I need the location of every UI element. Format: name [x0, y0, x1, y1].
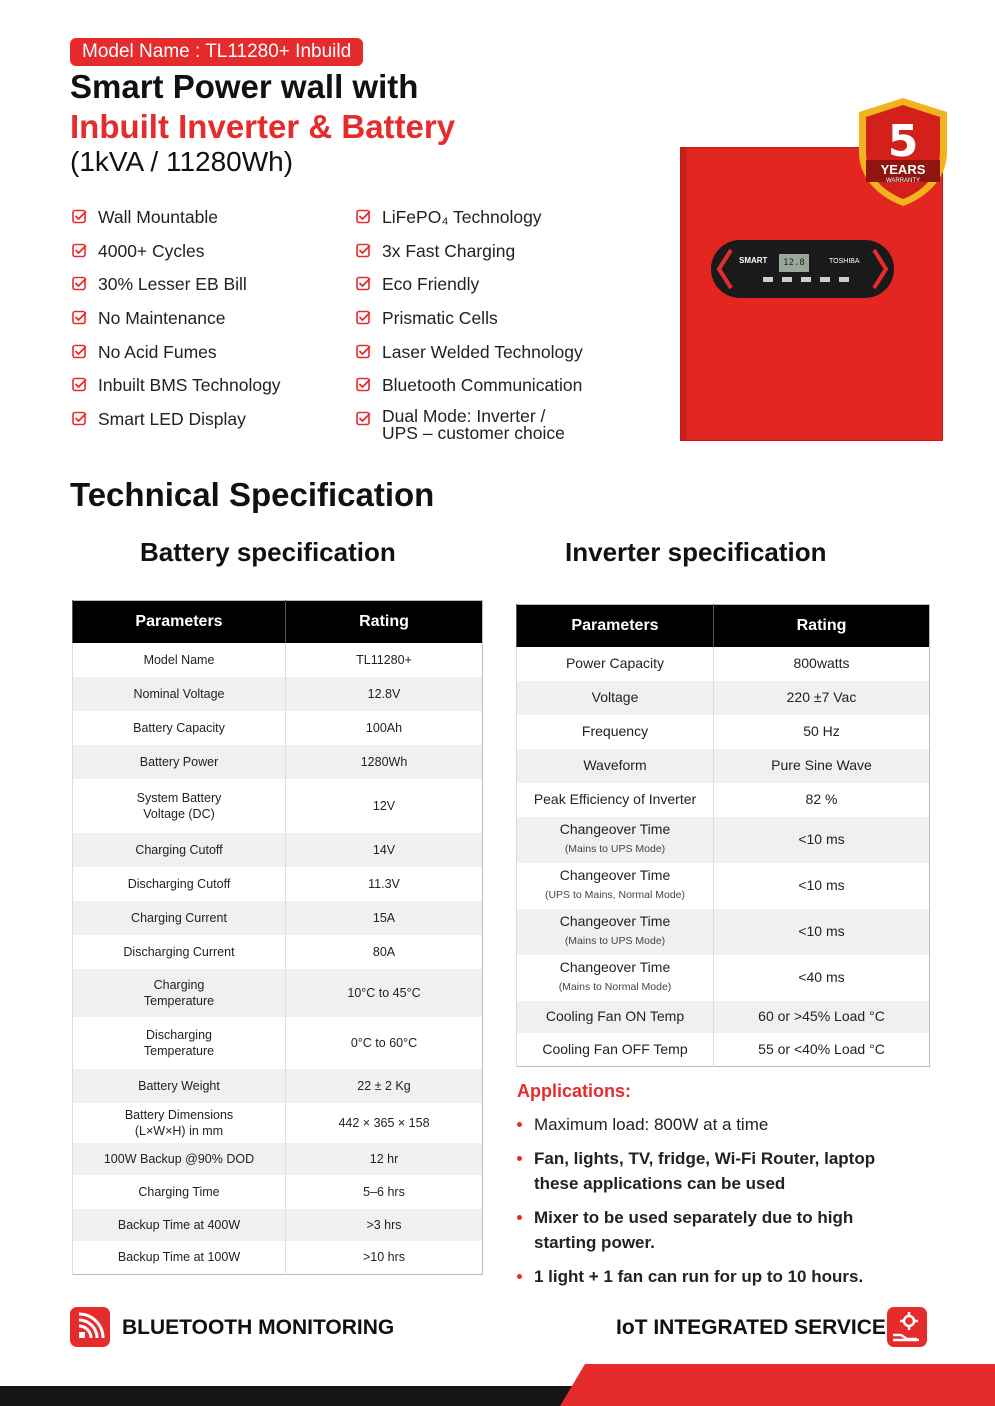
- rating-cell: <10 ms: [714, 909, 930, 955]
- feature-line1: Dual Mode: Inverter /: [382, 406, 546, 427]
- checkbox-icon: [356, 310, 371, 325]
- feature-label: Inbuilt BMS Technology: [98, 375, 281, 396]
- feature-item: [356, 240, 646, 274]
- rating-cell: <40 ms: [714, 955, 930, 1001]
- table-row: [517, 647, 930, 681]
- table-row: [517, 1001, 930, 1033]
- rating-cell: 12V: [286, 779, 483, 833]
- inverter-spec-table: [516, 604, 930, 1067]
- feature-label: 4000+ Cycles: [98, 240, 205, 261]
- checkbox-icon: [72, 310, 87, 325]
- applications-heading: Applications:: [517, 1081, 632, 1101]
- parameter-sub: (Mains to UPS Mode): [564, 843, 666, 855]
- table-header-row: [73, 601, 483, 643]
- table-row: [517, 1033, 930, 1067]
- parameter-label: Frequency: [581, 723, 649, 739]
- parameter-cell: [73, 1209, 286, 1241]
- rating-cell: 442 × 365 × 158: [286, 1103, 483, 1143]
- rating-cell: 1280Wh: [286, 745, 483, 779]
- feature-item: [356, 307, 646, 341]
- application-item: Maximum load: 800W at a time: [516, 1112, 916, 1137]
- parameter-cell: [517, 955, 714, 1001]
- panel-brand-logo: TOSHIBA: [829, 258, 860, 265]
- chevron-right-icon: [870, 248, 890, 290]
- warranty-badge: [855, 96, 951, 208]
- rating-cell: 10°C to 45°C: [286, 969, 483, 1017]
- parameter-cell: [73, 1241, 286, 1275]
- parameter-cell: [73, 1069, 286, 1103]
- feature-label: [382, 408, 565, 442]
- parameter-line: Battery Weight: [138, 1078, 220, 1093]
- parameter-cell: [73, 867, 286, 901]
- applications-list: [516, 1112, 916, 1298]
- rating-cell: 80A: [286, 935, 483, 969]
- parameter-cell: [517, 909, 714, 955]
- parameter-label: Changeover Time: [559, 959, 671, 975]
- application-item: Fan, lights, TV, fridge, Wi-Fi Router, laptop these applications can be used: [516, 1146, 916, 1196]
- rating-cell: 12 hr: [286, 1143, 483, 1175]
- bluetooth-monitoring-icon: [70, 1307, 110, 1347]
- application-item: 1 light + 1 fan can run for up to 10 hours.: [516, 1264, 916, 1289]
- table-row: [73, 677, 483, 711]
- table-row: [73, 969, 483, 1017]
- rating-cell: 82 %: [714, 783, 930, 817]
- feature-list-left: [72, 206, 342, 442]
- parameter-cell: [517, 681, 714, 715]
- rating-cell: <10 ms: [714, 863, 930, 909]
- parameter-cell: [73, 1175, 286, 1209]
- parameter-cell: [73, 779, 286, 833]
- table-row: [73, 867, 483, 901]
- parameter-cell: [517, 647, 714, 681]
- table-row: [73, 1143, 483, 1175]
- table-row: [73, 833, 483, 867]
- chevron-left-icon: [715, 248, 735, 290]
- feature-label: 3x Fast Charging: [382, 240, 516, 261]
- table-row: [73, 711, 483, 745]
- parameter-line: (L×W×H) in mm: [134, 1123, 224, 1138]
- parameter-label: Waveform: [583, 757, 647, 773]
- inverter-spec-heading: Inverter specification: [565, 537, 827, 567]
- rating-cell: 5–6 hrs: [286, 1175, 483, 1209]
- rating-cell: 50 Hz: [714, 715, 930, 749]
- table-row: [73, 901, 483, 935]
- feature-item: [72, 273, 342, 307]
- parameter-cell: [73, 935, 286, 969]
- parameter-line: Discharging: [145, 1027, 212, 1042]
- table-row: [73, 1175, 483, 1209]
- parameter-line: Battery Capacity: [133, 720, 225, 735]
- lcd-display: 12.8: [779, 254, 809, 272]
- column-header-rating: Rating: [714, 605, 930, 647]
- model-badge: Model Name : TL11280+ Inbuild: [70, 38, 363, 66]
- feature-label: Wall Mountable: [98, 207, 218, 227]
- page-subtitle: (1kVA / 11280Wh): [70, 146, 294, 177]
- table-row: [73, 935, 483, 969]
- feature-label: Prismatic Cells: [382, 308, 498, 329]
- rating-cell: Pure Sine Wave: [714, 749, 930, 783]
- rating-cell: 100Ah: [286, 711, 483, 745]
- table-row: [73, 745, 483, 779]
- rating-cell: 800watts: [714, 647, 930, 681]
- parameter-label: Peak Efficiency of Inverter: [533, 791, 697, 807]
- table-row: [73, 1103, 483, 1143]
- checkbox-icon: [356, 344, 371, 359]
- parameter-line: Voltage (DC): [143, 806, 215, 821]
- parameter-cell: [517, 817, 714, 863]
- parameter-cell: [73, 711, 286, 745]
- parameter-cell: [517, 1033, 714, 1067]
- parameter-sub: (UPS to Mains, Normal Mode): [544, 889, 686, 901]
- rating-cell: 14V: [286, 833, 483, 867]
- rating-cell: 60 or >45% Load °C: [714, 1001, 930, 1033]
- table-row: [517, 909, 930, 955]
- feature-item: [72, 240, 342, 274]
- parameter-cell: [73, 1103, 286, 1143]
- table-row: [73, 1209, 483, 1241]
- parameter-cell: [73, 1143, 286, 1175]
- parameter-cell: [517, 783, 714, 817]
- parameter-cell: [73, 901, 286, 935]
- rating-cell: 22 ± 2 Kg: [286, 1069, 483, 1103]
- parameter-line: Backup Time at 100W: [117, 1250, 241, 1265]
- rating-cell: <10 ms: [714, 817, 930, 863]
- rating-cell: 0°C to 60°C: [286, 1017, 483, 1069]
- parameter-line: Charging: [153, 977, 205, 992]
- table-row: [73, 1017, 483, 1069]
- panel-brand: SMART: [739, 256, 768, 265]
- table-row: [517, 955, 930, 1001]
- parameter-line: Temperature: [143, 1043, 215, 1058]
- table-header-row: [517, 605, 930, 647]
- checkbox-icon: [356, 411, 371, 426]
- feature-label: No Acid Fumes: [98, 341, 217, 362]
- page-title-line1: Smart Power wall with: [70, 68, 419, 105]
- tech-spec-heading: Technical Specification: [70, 476, 435, 513]
- parameter-line: 100W Backup @90% DOD: [103, 1151, 255, 1166]
- checkbox-icon: [356, 209, 371, 224]
- iot-service-label: IoT INTEGRATED SERVICE: [616, 1316, 886, 1339]
- parameter-sub: (Mains to UPS Mode): [564, 935, 666, 947]
- feature-label: Laser Welded Technology: [382, 341, 583, 362]
- checkbox-icon: [356, 276, 371, 291]
- table-row: [517, 749, 930, 783]
- feature-item: [356, 341, 646, 375]
- application-item: Mixer to be used separately due to high starting power.: [516, 1205, 916, 1255]
- feature-label: Bluetooth Communication: [382, 375, 583, 396]
- parameter-cell: [517, 749, 714, 783]
- parameter-label: Power Capacity: [565, 655, 665, 671]
- table-row: [73, 643, 483, 677]
- parameter-line: Discharging Cutoff: [127, 876, 231, 891]
- parameter-cell: [73, 969, 286, 1017]
- parameter-sub: (Mains to Normal Mode): [558, 981, 672, 993]
- parameter-line: Temperature: [143, 993, 215, 1008]
- parameter-label: Changeover Time: [559, 913, 671, 929]
- table-row: [73, 1069, 483, 1103]
- parameter-cell: [517, 863, 714, 909]
- table-row: [517, 817, 930, 863]
- feature-item: [72, 206, 342, 240]
- table-row: [73, 1241, 483, 1275]
- table-row: [517, 681, 930, 715]
- footer-band: [0, 1364, 995, 1406]
- table-row: [517, 715, 930, 749]
- checkbox-icon: [72, 209, 87, 224]
- battery-spec-table: [72, 600, 483, 1275]
- feature-item-dual-mode: [356, 408, 646, 452]
- parameter-cell: [73, 833, 286, 867]
- parameter-line: Backup Time at 400W: [117, 1217, 241, 1232]
- parameter-line: Charging Cutoff: [135, 842, 223, 857]
- feature-label: 30% Lesser EB Bill: [98, 274, 247, 295]
- warranty-sub: WARRANTY: [885, 178, 921, 184]
- checkbox-icon: [72, 411, 87, 426]
- control-panel: [711, 240, 894, 298]
- rating-cell: TL11280+: [286, 643, 483, 677]
- feature-label: LiFePO₄ Technology: [382, 207, 542, 227]
- warranty-number: 5: [887, 116, 919, 167]
- parameter-cell: [73, 745, 286, 779]
- table-row: [73, 779, 483, 833]
- parameter-label: Cooling Fan ON Temp: [545, 1008, 685, 1024]
- checkbox-icon: [72, 243, 87, 258]
- parameter-label: Changeover Time: [559, 821, 671, 837]
- rating-cell: 220 ±7 Vac: [714, 681, 930, 715]
- rating-cell: 55 or <40% Load °C: [714, 1033, 930, 1067]
- rating-cell: 12.8V: [286, 677, 483, 711]
- checkbox-icon: [356, 377, 371, 392]
- parameter-line: Battery Power: [139, 754, 219, 769]
- parameter-cell: [517, 715, 714, 749]
- panel-buttons-icon: [763, 277, 849, 282]
- feature-item: [356, 206, 646, 240]
- iot-service-icon: [887, 1307, 927, 1347]
- battery-spec-heading: Battery specification: [140, 537, 396, 567]
- parameter-line: Model Name: [143, 652, 215, 667]
- bluetooth-monitoring-label: BLUETOOTH MONITORING: [122, 1316, 395, 1339]
- column-header-rating: Rating: [286, 601, 483, 643]
- feature-label: No Maintenance: [98, 308, 226, 329]
- checkbox-icon: [72, 377, 87, 392]
- feature-item: [356, 374, 646, 408]
- feature-label: Smart LED Display: [98, 409, 246, 430]
- rating-cell: 15A: [286, 901, 483, 935]
- feature-list-right: [356, 206, 646, 452]
- feature-item: [72, 341, 342, 375]
- column-header-parameters: Parameters: [73, 601, 286, 643]
- checkbox-icon: [72, 344, 87, 359]
- feature-label: Eco Friendly: [382, 274, 480, 295]
- feature-item: [72, 307, 342, 341]
- parameter-cell: [73, 1017, 286, 1069]
- feature-item: [72, 408, 342, 442]
- parameter-line: Charging Current: [131, 910, 227, 925]
- checkbox-icon: [356, 243, 371, 258]
- feature-item: [356, 273, 646, 307]
- parameter-line: System Battery: [136, 790, 222, 805]
- column-header-parameters: Parameters: [517, 605, 714, 647]
- parameter-label: Changeover Time: [559, 867, 671, 883]
- table-row: [517, 863, 930, 909]
- parameter-label: Cooling Fan OFF Temp: [542, 1040, 688, 1057]
- table-row: [517, 783, 930, 817]
- product-edge: [681, 148, 687, 440]
- feature-item: [72, 374, 342, 408]
- checkbox-icon: [72, 276, 87, 291]
- rating-cell: >3 hrs: [286, 1209, 483, 1241]
- parameter-line: Discharging Current: [123, 944, 235, 959]
- parameter-cell: [517, 1001, 714, 1033]
- parameter-label: Voltage: [591, 689, 639, 705]
- feature-line2: UPS – customer choice: [382, 423, 565, 444]
- rating-cell: >10 hrs: [286, 1241, 483, 1275]
- parameter-cell: [73, 643, 286, 677]
- rating-cell: 11.3V: [286, 867, 483, 901]
- parameter-line: Charging Time: [138, 1184, 220, 1199]
- parameter-line: Nominal Voltage: [133, 686, 225, 701]
- parameter-line: Battery Dimensions: [124, 1107, 234, 1122]
- warranty-label: YEARS: [880, 162, 926, 177]
- page-title-line2: Inbuilt Inverter & Battery: [70, 108, 456, 145]
- parameter-cell: [73, 677, 286, 711]
